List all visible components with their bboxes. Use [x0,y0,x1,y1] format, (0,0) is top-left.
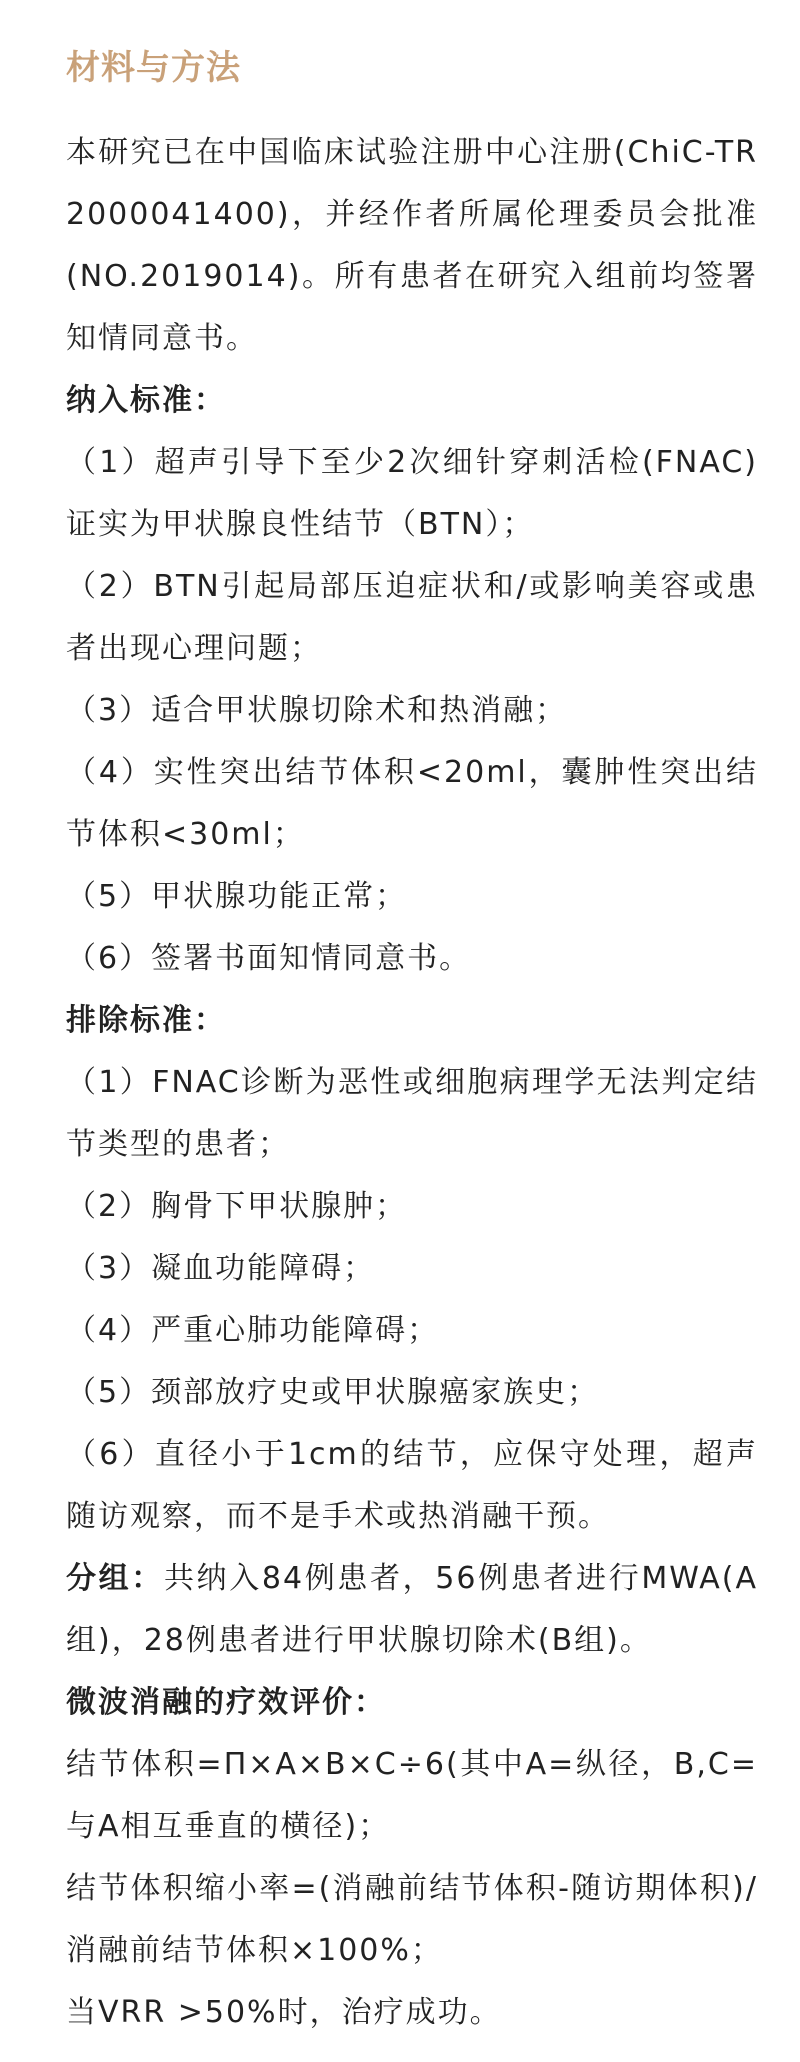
inclusion-label: 纳入标准： [66,383,226,418]
exclusion-item-3: （3）凝血功能障碍； [66,1251,376,1286]
efficacy-line-2: 结节体积缩小率=(消融前结节体积-随访期体积)/消融前结节体积×100%； [66,1871,758,1968]
inclusion-item-3: （3）适合甲状腺切除术和热消融； [66,693,568,728]
inclusion-item-4: （4）实性突出结节体积<20ml，囊肿性突出结节体积<30ml； [66,755,758,852]
grouping-paragraph [66,1548,758,1672]
efficacy-label: 微波消融的疗效评价： [66,1685,386,1720]
grouping-label: 分组： [66,1561,164,1596]
intro-paragraph: 本研究已在中国临床试验注册中心注册(ChiC-TR2000041400)，并经作者所属伦理委员会批准(NO.2019014)。所有患者在研究入组前均签署知情同意书。 [66,135,758,356]
grouping-text: 共纳入84例患者，56例患者进行MWA(A组)，28例患者进行甲状腺切除术(B组)。 [66,1561,759,1658]
inclusion-item-6: （6）签署书面知情同意书。 [66,941,472,976]
exclusion-item-5: （5）颈部放疗史或甲状腺癌家族史； [66,1375,600,1410]
efficacy-line-3: 当VRR >50%时，治疗成功。 [66,1995,502,2030]
inclusion-item-1: （1）超声引导下至少2次细针穿刺活检(FNAC)证实为甲状腺良性结节（BTN）； [66,445,758,542]
inclusion-item-5: （5）甲状腺功能正常； [66,879,408,914]
exclusion-item-2: （2）胸骨下甲状腺肿； [66,1189,408,1224]
exclusion-item-1: （1）FNAC诊断为恶性或细胞病理学无法判定结节类型的患者； [66,1065,758,1162]
exclusion-item-4: （4）严重心肺功能障碍； [66,1313,440,1348]
inclusion-item-2: （2）BTN引起局部压迫症状和/或影响美容或患者出现心理问题； [66,569,758,666]
exclusion-item-6: （6）直径小于1cm的结节，应保守处理，超声随访观察，而不是手术或热消融干预。 [66,1437,758,1534]
section-heading: 材料与方法 [66,48,241,88]
efficacy-line-1: 结节体积=Π×A×B×C÷6(其中A=纵径，B,C=与A相互垂直的横径)； [66,1747,758,1844]
exclusion-label: 排除标准： [66,1003,226,1038]
